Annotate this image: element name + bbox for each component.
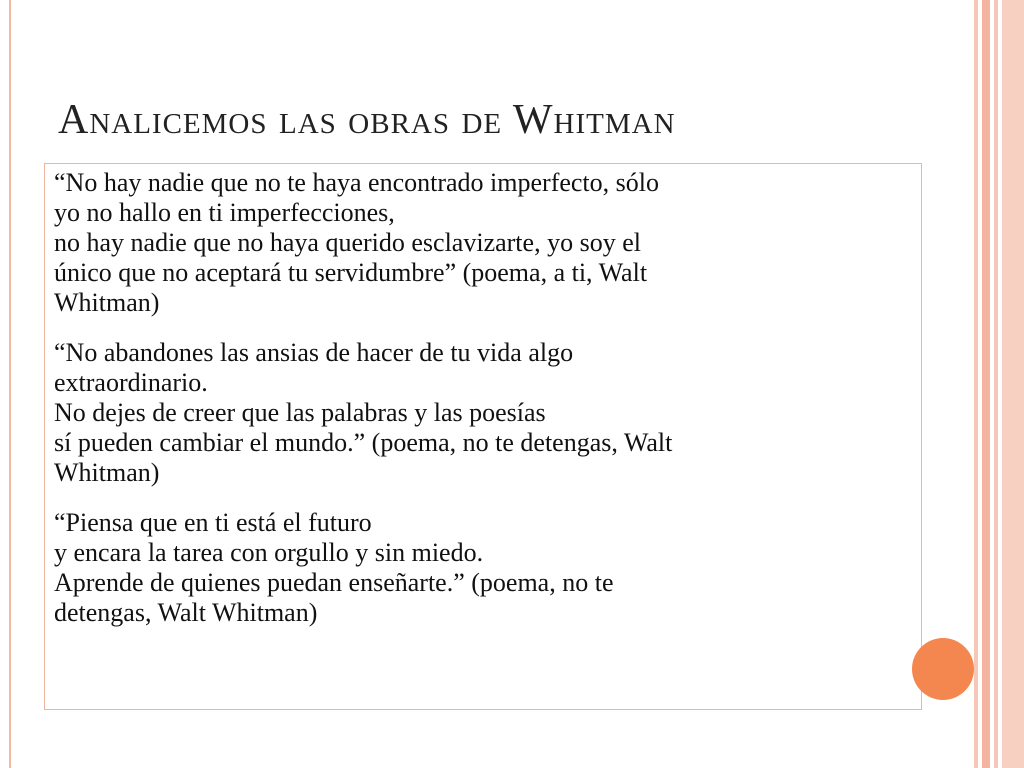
quote-line: detengas, Walt Whitman) (54, 598, 318, 627)
quote-line: “No hay nadie que no te haya encontrado imperfecto, sólo (54, 168, 659, 197)
quote-line: Aprende de quienes puedan enseñarte.” (poema, no te (54, 568, 614, 597)
right-decorative-stripes (974, 0, 1024, 768)
quotes-body (54, 168, 916, 648)
quote-line: Whitman) (54, 288, 160, 317)
quote-line: yo no hallo en ti imperfecciones, (54, 198, 395, 227)
quote-line: Whitman) (54, 458, 160, 487)
quote-line: y encara la tarea con orgullo y sin miedo. (54, 538, 484, 567)
quote-3 (54, 508, 916, 628)
stripe (1002, 0, 1024, 768)
quote-line: No dejes de creer que las palabras y las poesías (54, 398, 546, 427)
quote-line: “No abandones las ansias de hacer de tu vida algo (54, 338, 574, 367)
orange-circle-decoration (912, 638, 974, 700)
slide-title: Analicemos las obras de Whitman (58, 97, 676, 143)
quote-line: no hay nadie que no haya querido esclavizarte, yo soy el (54, 228, 641, 257)
left-border-line (9, 0, 11, 768)
quote-line: sí pueden cambiar el mundo.” (poema, no te detengas, Walt (54, 428, 673, 457)
stripe (982, 0, 990, 768)
quote-2 (54, 338, 916, 488)
stripe (994, 0, 998, 768)
quote-line: único que no aceptará tu servidumbre” (poema, a ti, Walt (54, 258, 648, 287)
quote-1 (54, 168, 916, 318)
quote-line: “Piensa que en ti está el futuro (54, 508, 372, 537)
quote-line: extraordinario. (54, 368, 208, 397)
stripe (974, 0, 978, 768)
